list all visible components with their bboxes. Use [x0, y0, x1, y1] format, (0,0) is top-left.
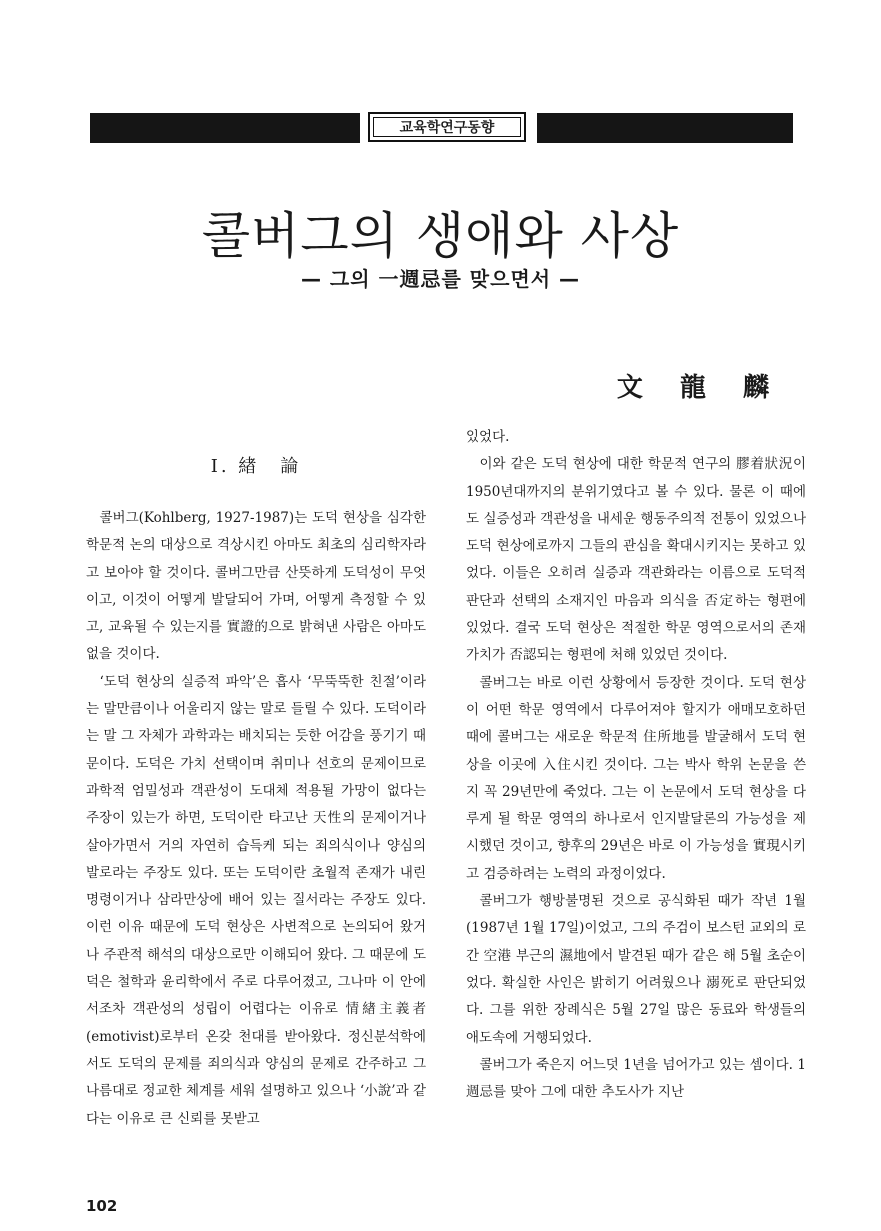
page-number: 102 [86, 1197, 118, 1215]
right-column [466, 424, 806, 1106]
section-tag [368, 112, 526, 142]
article-subtitle: — 그의 一週忌를 맞으면서 — [300, 267, 581, 291]
paragraph: 콜버그가 행방불명된 것으로 공식화된 때가 작년 1월(1987년 1월 17일)이었고, 그의 주검이 보스턴 교외의 로간 空港 부근의 濕地에서 발견된 때가 같은 해 5월 초순이었다. 확실한 사인은 밝히기 어려웠으나 溺死로 판단되었다. 그를 위한 장례식은 5월 27일 많은 동료와 학생들의 애도속에 거행되었다. [466, 893, 806, 1046]
section-heading: Ⅰ. 緖 論 [210, 456, 302, 477]
paragraph-continuation: 있었다. [466, 429, 510, 445]
paragraph: 콜버그가 죽은지 어느덧 1년을 넘어가고 있는 셈이다. 1週忌를 맞아 그에 대한 추도사가 지난 [466, 1056, 806, 1101]
article-title: 콜버그의 생애와 사상 [201, 207, 680, 265]
paragraph: ‘도덕 현상의 실증적 파악’은 흡사 ‘무뚝뚝한 친절’이라는 말만큼이나 어울리지 않는 말로 들릴 수 있다. 도덕이라는 말 그 자체가 과학과는 배치되는 듯한 어감을 풍기기 때문이다. 도덕은 가치 선택이며 취미나 선호의 문제이므로 과학적 엄밀성과 객관성이 도대체 적용될 가망이 없다는 주장이 있는가 하면, 도덕이란 타고난 天性의 문제이거나 살아가면서 거의 자연히 습득케 되는 죄의식이나 양심의 발로라는 주장도 있다. 또는 도덕이란 초월적 존재가 내린 명령이거나 삼라만상에 배어 있는 질서라는 주장도 있다. 이런 이유 때문에 도덕 현상은 사변적으로 논의되어 왔거나 주관적 해석의 대상으로만 이해되어 왔다. 그 때문에 도덕은 철학과 윤리학에서 주로 다루어졌고, 그나마 이 안에서조차 객관성의 성립이 어렵다는 이유로 情緖主義者(emotivist)로부터 온갖 천대를 받아왔다. 정신분석학에서도 도덕의 문제를 죄의식과 양심의 문제로 간주하고 그 나름대로 정교한 체계를 세워 설명하고 있으나 ‘小說’과 같다는 이유로 큰 신뢰를 못받고 [86, 673, 426, 1127]
header-band-left [90, 113, 360, 143]
paragraph: 이와 같은 도덕 현상에 대한 학문적 연구의 膠着狀況이 1950년대까지의 분위기였다고 볼 수 있다. 물론 이 때에도 실증성과 객관성을 내세운 행동주의적 전통이 있었으나 도덕 현상에로까지 그들의 관심을 확대시키지는 못하고 있었다. 이들은 오히려 실증과 객관화라는 이름으로 도덕적 판단과 선택의 소재지인 마음과 의식을 否定하는 형편에 있었다. 결국 도덕 현상은 적절한 학문 영역으로서의 존재 가치가 否認되는 형편에 처해 있었던 것이다. [466, 456, 806, 664]
author-name: 文 龍 麟 [616, 373, 783, 403]
left-column [86, 505, 426, 1133]
paragraph: 콜버그(Kohlberg, 1927-1987)는 도덕 현상을 심각한 학문적 논의 대상으로 격상시킨 아마도 최초의 심리학자라고 보아야 할 것이다. 콜버그만큼 산뜻하게 도덕성이 무엇이고, 이것이 어떻게 발달되어 가며, 어떻게 측정할 수 있고, 교육될 수 있는지를 實證的으로 밝혀낸 사람은 아마도 없을 것이다. [86, 510, 426, 663]
section-tag-label: 교육학연구동향 [399, 120, 495, 136]
header-band-right [537, 113, 793, 143]
paragraph: 콜버그는 바로 이런 상황에서 등장한 것이다. 도덕 현상이 어떤 학문 영역에서 다루어져야 할지가 애매모호하던 때에 콜버그는 새로운 학문적 住所地를 발굴해서 도덕 현상을 이곳에 入住시킨 것이다. 그는 박사 학위 논문을 쓴 지 꼭 29년만에 죽었다. 그는 이 논문에서 도덕 현상을 다루게 될 학문 영역의 하나로서 인지발달론의 가능성을 제시했던 것이고, 향후의 29년은 바로 이 가능성을 實現시키고 검증하려는 노력의 과정이었다. [466, 674, 806, 882]
